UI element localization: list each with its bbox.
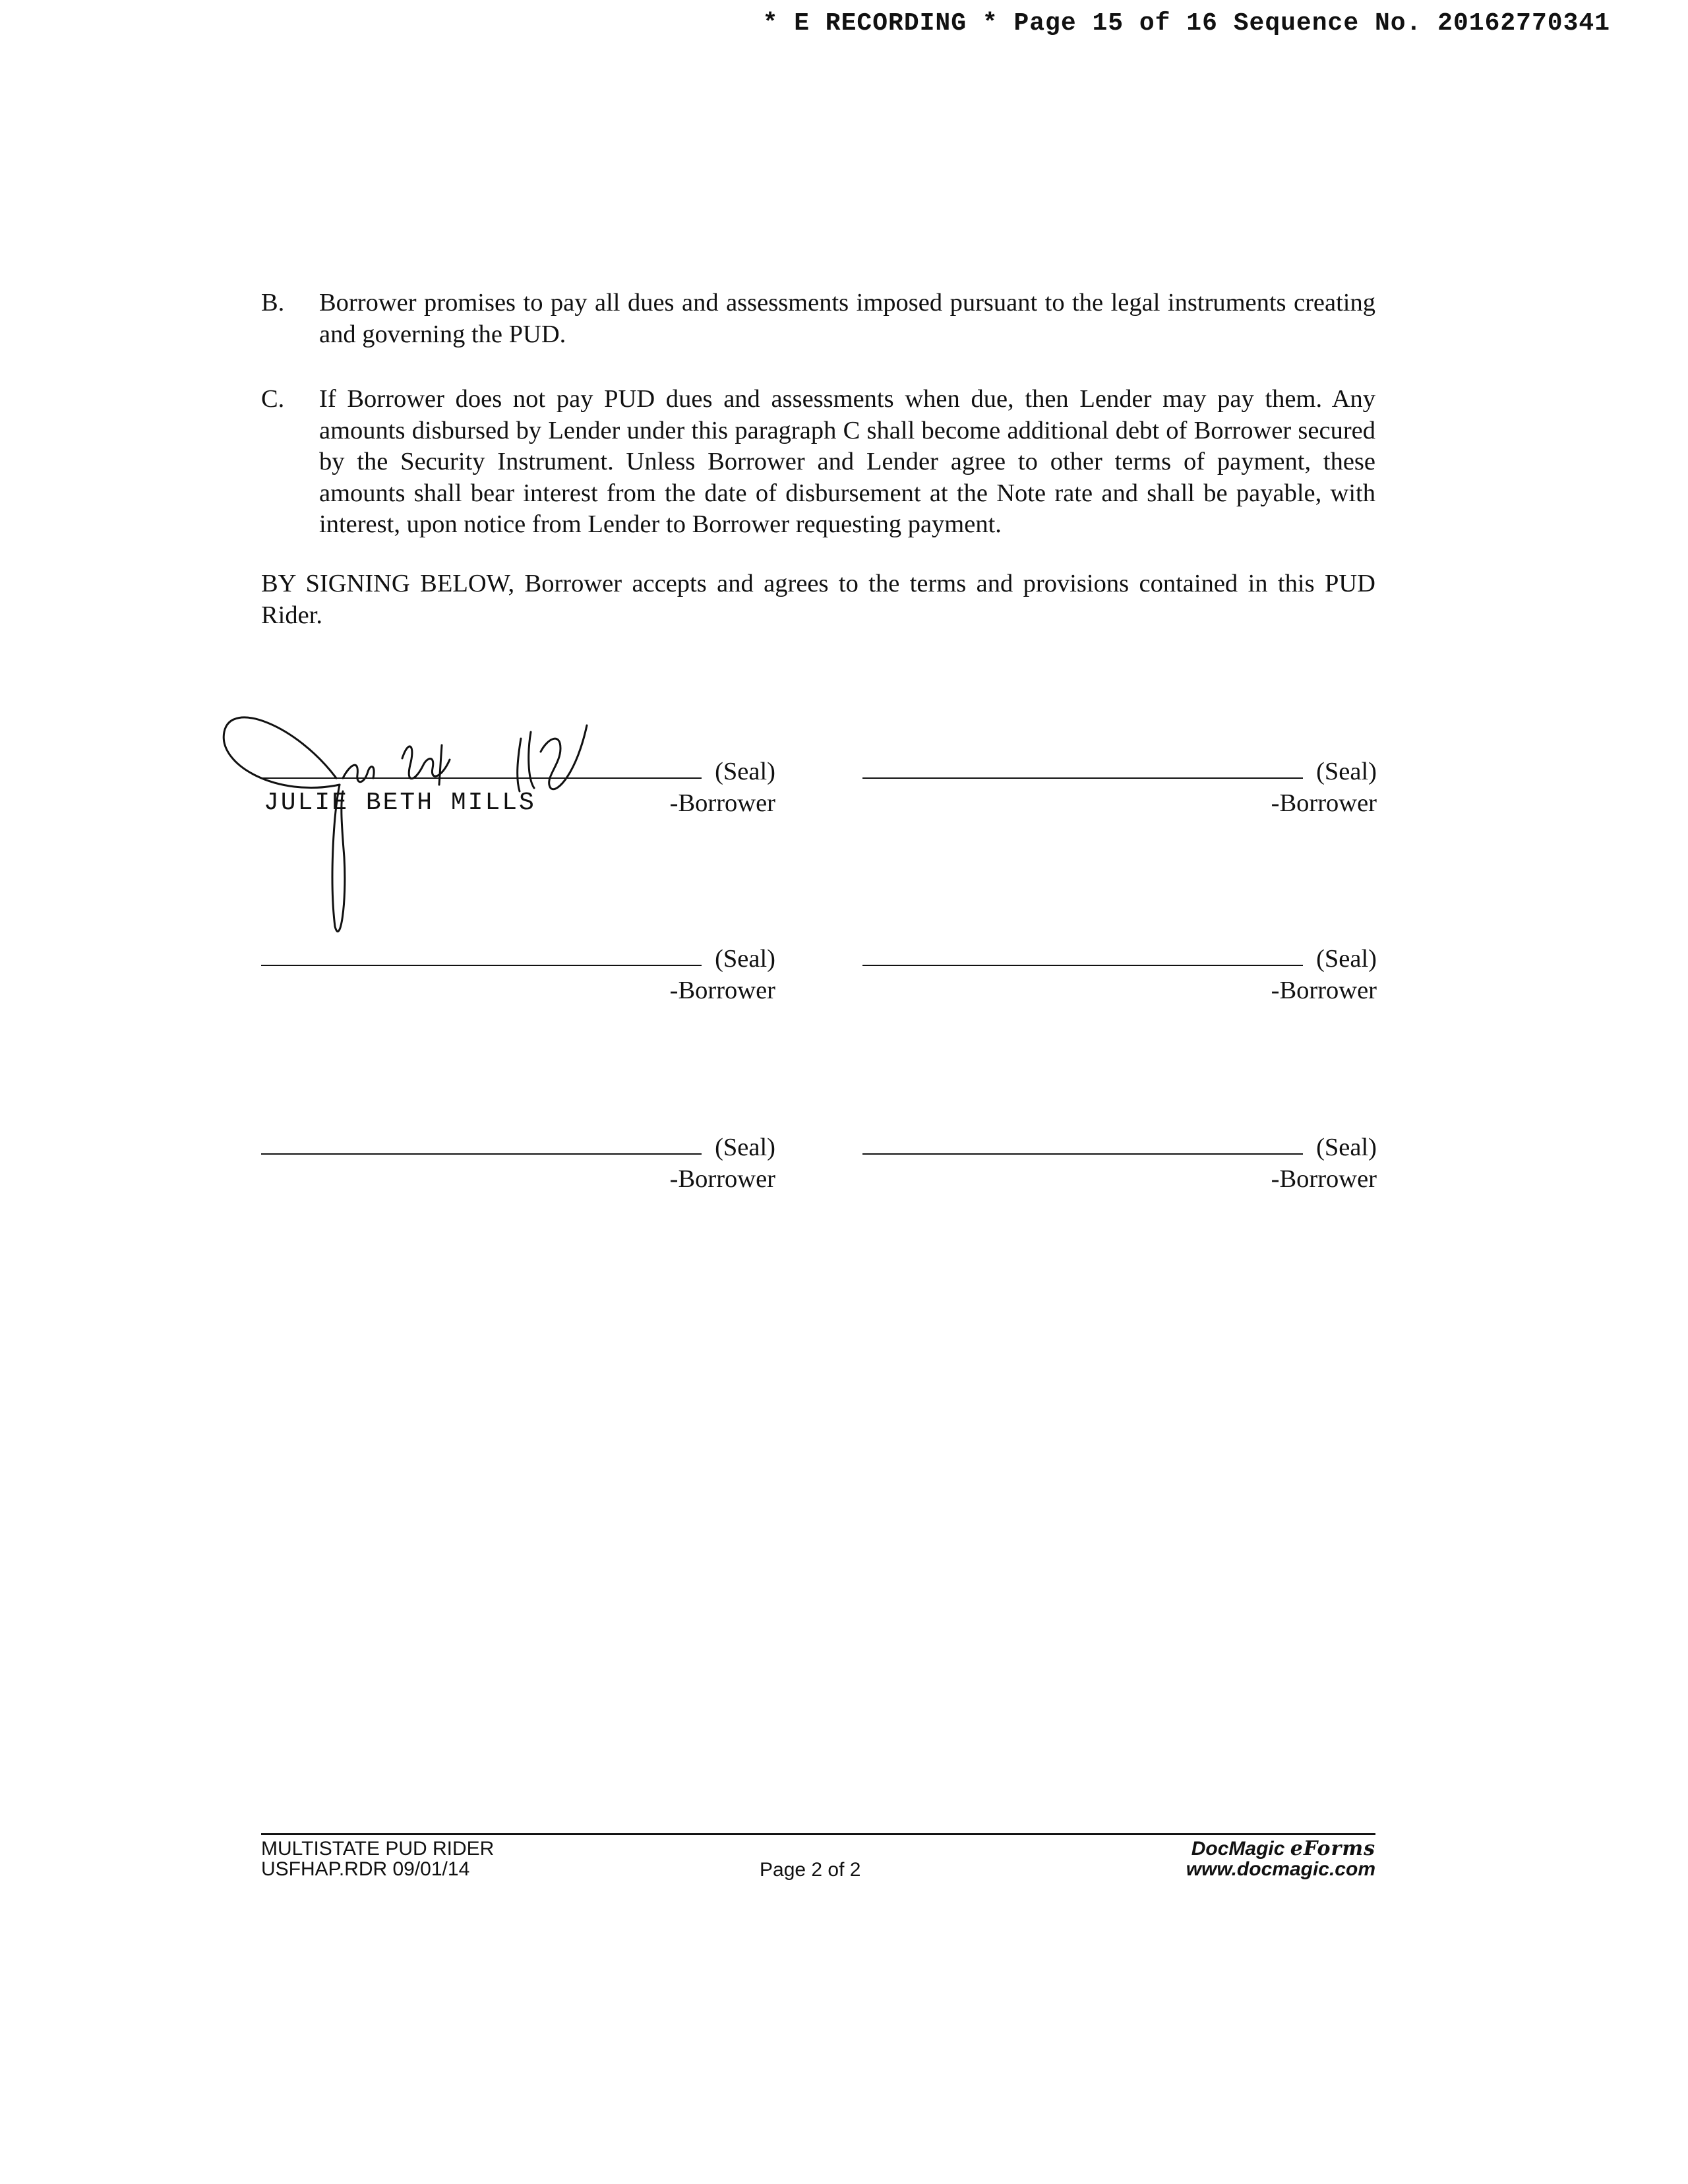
recording-header: * E RECORDING * Page 15 of 16 Sequence No. 20162770341 — [762, 9, 1610, 38]
borrower-role: -Borrower — [1271, 977, 1377, 1004]
signature-block-2 — [862, 758, 1377, 817]
footer-brand — [1186, 1838, 1375, 1879]
brand-name — [1186, 1838, 1375, 1859]
paragraph-b — [261, 288, 1375, 350]
signing-statement-text: BY SIGNING BELOW, Borrower accepts and agrees to the terms and provisions contained in this PUD Rider. — [261, 570, 1375, 629]
borrower-role: -Borrower — [669, 977, 775, 1004]
signature-block-3 — [261, 945, 775, 1004]
handwritten-signature — [218, 686, 626, 936]
borrower-role: -Borrower — [669, 789, 775, 817]
footer-rule — [261, 1833, 1375, 1835]
signature-block-6 — [862, 1134, 1377, 1193]
brand-suffix: eForms — [1290, 1837, 1375, 1860]
signature-line — [261, 1153, 702, 1155]
borrower-name: JULIE BETH MILLS — [264, 789, 536, 817]
paragraph-b-letter: B. — [261, 289, 285, 317]
paragraph-c-text: If Borrower does not pay PUD dues and assessments when due, then Lender may pay them. Any amounts disbursed by Lender under this paragraph C shall become additional debt of Borrower secured by the Security Instrument. Unless Borrower and Lender agree to other terms of payment, these amounts shall bear interest from the date of disbursement at the Note rate and shall be payable, with interest, upon notice from Lender to Borrower requesting payment. — [319, 385, 1375, 538]
signature-line — [261, 965, 702, 966]
signature-block-5 — [261, 1134, 775, 1193]
page-number: Page 2 of 2 — [760, 1859, 861, 1881]
seal-label: (Seal) — [1316, 1134, 1377, 1161]
signature-block-4 — [862, 945, 1377, 1004]
form-title: MULTISTATE PUD RIDER — [261, 1838, 495, 1860]
seal-label: (Seal) — [715, 1134, 775, 1161]
paragraph-b-text: Borrower promises to pay all dues and assessments imposed pursuant to the legal instruments creating and governing the PUD. — [319, 289, 1375, 348]
seal-label: (Seal) — [1316, 945, 1377, 973]
borrower-role: -Borrower — [1271, 1165, 1377, 1193]
form-code: USFHAP.RDR 09/01/14 — [261, 1858, 470, 1880]
signature-line — [862, 1153, 1303, 1155]
brand-primary: DocMagic — [1191, 1838, 1285, 1860]
signature-line — [862, 777, 1303, 779]
brand-website: www.docmagic.com — [1186, 1858, 1375, 1880]
paragraph-c — [261, 384, 1375, 541]
borrower-role: -Borrower — [669, 1165, 775, 1193]
seal-label: (Seal) — [715, 945, 775, 973]
signing-statement — [261, 568, 1375, 631]
borrower-role: -Borrower — [1271, 789, 1377, 817]
footer-form-info — [261, 1838, 494, 1879]
paragraph-c-letter: C. — [261, 385, 285, 413]
signature-line — [862, 965, 1303, 966]
seal-label: (Seal) — [715, 758, 775, 785]
seal-label: (Seal) — [1316, 758, 1377, 785]
